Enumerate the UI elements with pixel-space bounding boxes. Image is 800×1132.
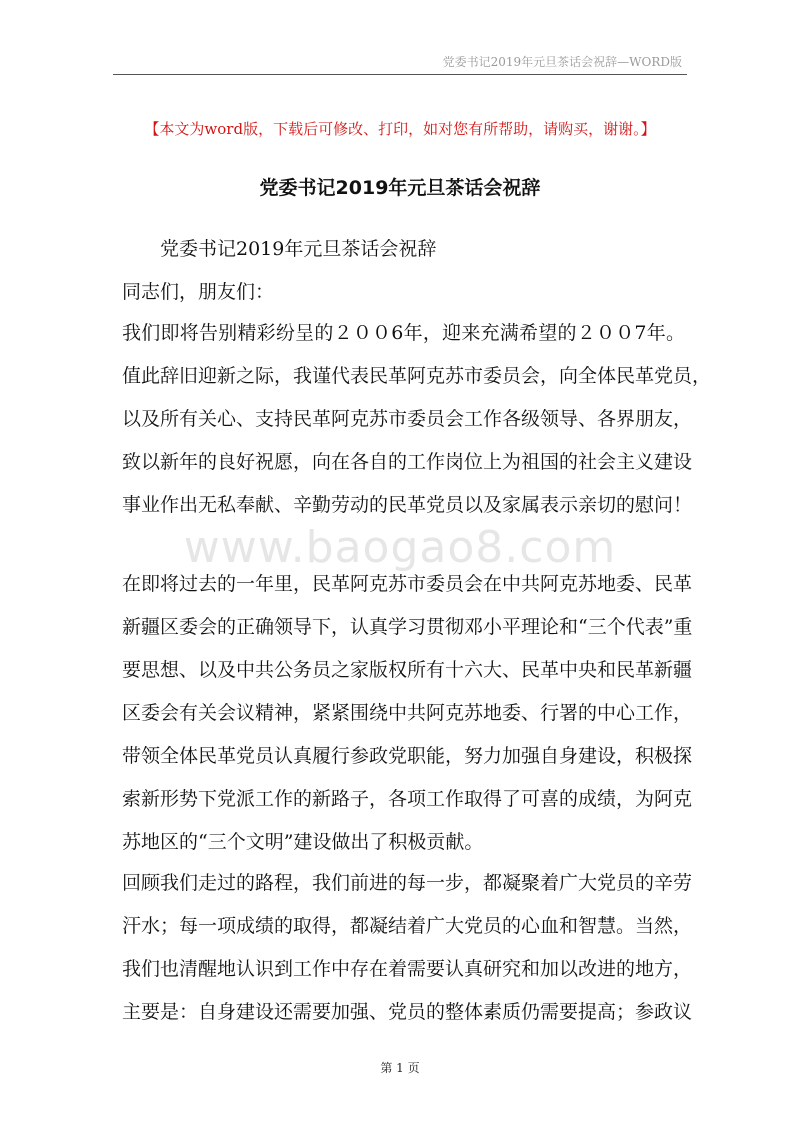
body-line: 值此辞旧迎新之际，我谨代表民革阿克苏市委员会，向全体民革党员， <box>122 365 712 387</box>
body-line: 索新形势下党派工作的新路子，各项工作取得了可喜的成绩，为阿克 <box>122 788 693 810</box>
body-line-salutation: 同志们，朋友们： <box>122 281 275 303</box>
body-line: 主要是：自身建设还需要加强、党员的整体素质仍需要提高；参政议 <box>122 1001 693 1023</box>
body-line: 带领全体民革党员认真履行参政党职能，努力加强自身建设，积极探 <box>122 745 693 767</box>
body-line: 我们也清醒地认识到工作中存在着需要认真研究和加以改进的地方， <box>122 958 693 980</box>
body-line: 新疆区委会的正确领导下，认真学习贯彻邓小平理论和“三个代表”重 <box>122 616 693 638</box>
body-line: 区委会有关会议精神，紧紧围绕中共阿克苏地委、行署的中心工作， <box>122 702 693 724</box>
body-line: 以及所有关心、支持民革阿克苏市委员会工作各级领导、各界朋友， <box>122 408 693 430</box>
document-title: 党委书记2019年元旦茶话会祝辞 <box>259 177 541 199</box>
page-header-title: 党委书记2019年元旦茶话会祝辞—WORD版 <box>442 55 682 69</box>
page-number: 第 1 页 <box>380 1061 420 1075</box>
body-line: 汗水；每一项成绩的取得，都凝结着广大党员的心血和智慧。当然， <box>122 915 693 937</box>
download-notice: 【本文为word版，下载后可修改、打印，如对您有所帮助，请购买，谢谢。】 <box>144 120 656 138</box>
body-line: 致以新年的良好祝愿，向在各自的工作岗位上为祖国的社会主义建设 <box>122 451 693 473</box>
body-line: 回顾我们走过的路程，我们前进的每一步，都凝聚着广大党员的辛劳 <box>122 872 693 894</box>
body-line: 要思想、以及中共公务员之家版权所有十六大、民革中央和民革新疆 <box>122 659 693 681</box>
watermark: www.baogao8.com <box>183 522 617 573</box>
body-line-subtitle: 党委书记2019年元旦茶话会祝辞 <box>160 238 437 260</box>
header-rule <box>113 74 687 75</box>
body-line: 事业作出无私奉献、辛勤劳动的民革党员以及家属表示亲切的慰问！ <box>122 494 693 516</box>
body-line: 在即将过去的一年里，民革阿克苏市委员会在中共阿克苏地委、民革 <box>122 573 693 595</box>
body-line: 苏地区的“三个文明”建设做出了积极贡献。 <box>122 831 484 853</box>
body-line: 我们即将告别精彩纷呈的２００6年，迎来充满希望的２００7年。 <box>122 322 685 344</box>
